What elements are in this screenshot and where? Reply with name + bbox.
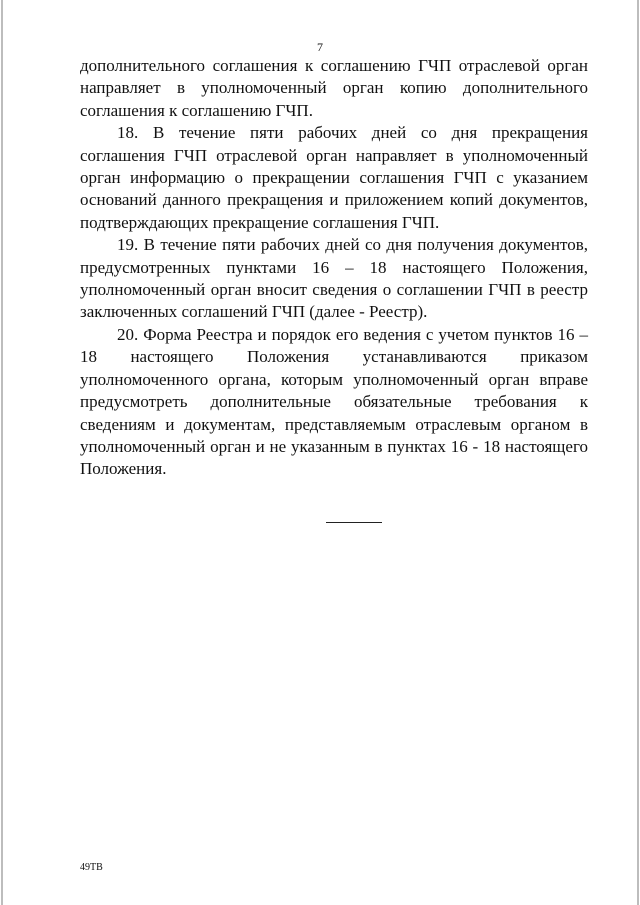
paragraph-continuation: дополнительного соглашения к соглашению ГЧП отраслевой орган направляет в уполномоченный орган копию дополнительного соглашения к соглашению ГЧП.	[80, 56, 588, 120]
footer-code: 49ТВ	[80, 862, 103, 873]
paragraph-item-20: 20. Форма Реестра и порядок его ведения с учетом пунктов 16 – 18 настоящего Положения устанавливаются приказом уполномоченного органа, которым уполномоченный орган вправе предусмотреть дополнительные обязательные требования к сведениям и документам, представляемым отраслевым органом в уполномоченный орган и не указанным в пунктах 16 - 18 настоящего Положения.	[80, 324, 588, 479]
page-number: 7	[317, 40, 323, 54]
paragraph-item-19: 19. В течение пяти рабочих дней со дня получения документов, предусмотренных пунктами 16 – 18 настоящего Положения, уполномоченный орган вносит сведения о соглашении ГЧП в реестр заключенных соглашений ГЧП (далее - Реестр).	[80, 235, 588, 322]
paragraph-item-18: 18. В течение пяти рабочих дней со дня прекращения соглашения ГЧП отраслевой орган направляет в уполномоченный орган информацию о прекращении соглашения ГЧП с указанием оснований данного прекращения и приложением копий документов, подтверждающих прекращение соглашения ГЧП.	[80, 123, 588, 232]
scan-edge-left	[1, 0, 3, 905]
scan-edge-right	[637, 0, 639, 905]
end-divider	[326, 522, 382, 523]
document-body	[80, 55, 588, 481]
